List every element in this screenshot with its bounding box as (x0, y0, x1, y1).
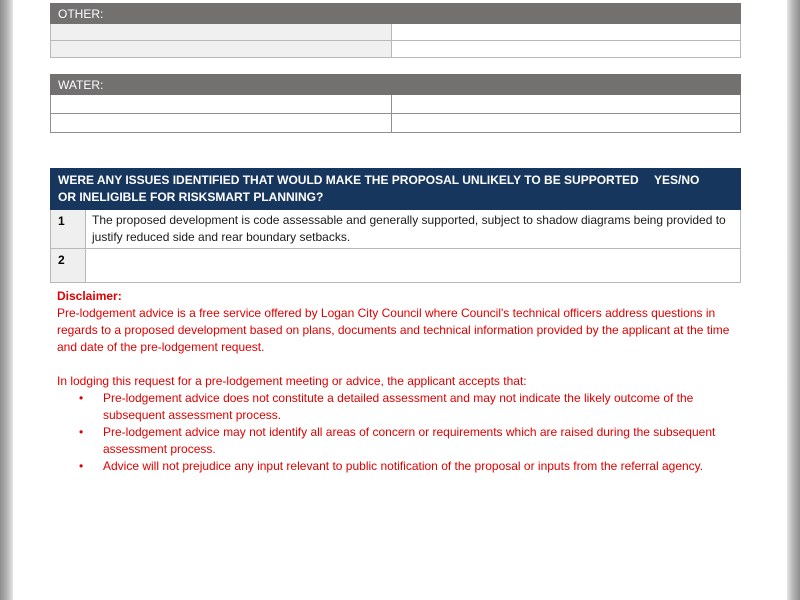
water-cell-1-1[interactable] (51, 95, 392, 114)
disclaimer-bullet (57, 458, 747, 475)
issues-question-header: WERE ANY ISSUES IDENTIFIED THAT WOULD MAKE THE PROPOSAL UNLIKELY TO BE SUPPORTED OR INELIGIBLE FOR RISKSMART PLANNING? (51, 169, 647, 210)
other-cell-1-2[interactable] (392, 24, 741, 41)
issues-table (50, 168, 741, 283)
document-page (13, 0, 787, 600)
disclaimer-intro: Pre-lodgement advice is a free service offered by Logan City Council where Council's technical officers address questions in regards to a proposed development based on plans, documents and technical information provided by the applicant at the time and date of the pre-lodgement request. (57, 306, 730, 354)
bullet-icon: • (79, 459, 84, 473)
disclaimer-bullet-list (57, 390, 747, 475)
disclaimer-bullet (57, 390, 747, 424)
other-section-header: OTHER: (51, 4, 741, 24)
disclaimer-title: Disclaimer: (57, 289, 122, 303)
page-shadow-left (0, 0, 13, 600)
disclaimer-block (57, 288, 747, 475)
water-cell-2-1[interactable] (51, 114, 392, 133)
issue-row (51, 210, 741, 249)
disclaimer-bullet-text: Pre-lodgement advice may not identify all areas of concern or requirements which are raised during the subsequent assessment process. (103, 425, 716, 456)
bullet-icon: • (79, 425, 84, 439)
disclaimer-bullet-text: Advice will not prejudice any input relevant to public notification of the proposal or inputs from the referral agency. (103, 459, 704, 473)
issue-row (51, 249, 741, 283)
water-cell-2-2[interactable] (392, 114, 741, 133)
water-table (50, 74, 741, 133)
disclaimer-bullet (57, 424, 747, 458)
other-cell-2-1[interactable] (51, 41, 392, 58)
water-cell-1-2[interactable] (392, 95, 741, 114)
issue-number: 2 (51, 249, 86, 283)
page-shadow-right (787, 0, 800, 600)
issue-text[interactable] (86, 249, 741, 283)
yes-no-header: YES/NO (647, 169, 741, 210)
disclaimer-bullet-text: Pre-lodgement advice does not constitute a detailed assessment and may not indicate the likely outcome of the subsequent assessment process. (103, 391, 694, 422)
other-cell-2-2[interactable] (392, 41, 741, 58)
other-table (50, 3, 741, 58)
disclaimer-acceptance: In lodging this request for a pre-lodgement meeting or advice, the applicant accepts that: (57, 374, 527, 388)
issue-number: 1 (51, 210, 86, 249)
issue-text[interactable]: The proposed development is code assessable and generally supported, subject to shadow diagrams being provided to justify reduced side and rear boundary setbacks. (86, 210, 741, 249)
bullet-icon: • (79, 391, 84, 405)
other-cell-1-1[interactable] (51, 24, 392, 41)
water-section-header: WATER: (51, 75, 741, 95)
